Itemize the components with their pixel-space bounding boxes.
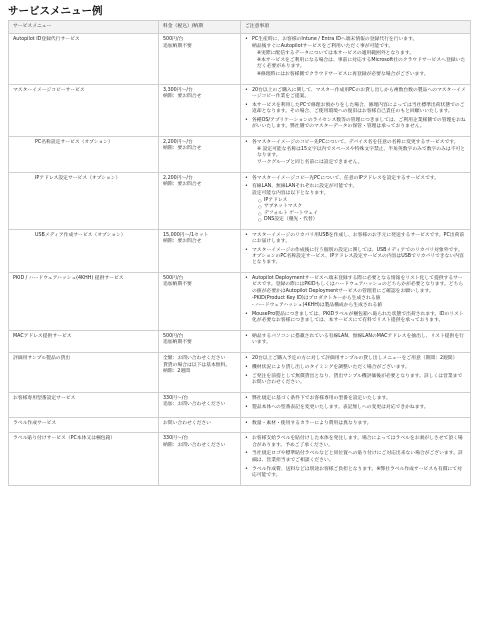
service-notes xyxy=(241,136,471,172)
service-price xyxy=(159,229,241,272)
note-item: • 機材状況により貸し出しのタイミングを調整いただく場合がございます。 xyxy=(245,365,466,371)
notes-list xyxy=(245,233,466,267)
price-line: 追加納期不要 xyxy=(163,340,192,346)
header-menu: サービスメニュー xyxy=(9,21,159,34)
note-item: • 有線LAN、無線LANそれぞれに設定が可能です。 設定可能な内容は以下となります。 ○ IPアドレス ○ サブネットマスク ○ デフォルト ゲートウェイ ○ DNS設定（優先・代替） xyxy=(245,184,466,223)
table-row xyxy=(9,229,471,272)
note-item: • 弊社規定に基づく条件下でお客様専用の型番を設定いたします。 xyxy=(245,396,466,402)
note-item: • 20台以上のご購入に関して、マスター作成用PCのお貸し出しから複数台数の製品へのマスターイメージコピー作業をご提案。 xyxy=(245,88,466,101)
notes-list xyxy=(245,356,466,386)
table-row xyxy=(9,331,471,353)
service-price xyxy=(159,172,241,229)
service-notes xyxy=(241,417,471,433)
page-title: サービスメニュー例 xyxy=(8,5,103,17)
sub-item: ○ サブネットマスク xyxy=(258,204,466,210)
note-item: • 20台以上ご購入予定の方に対して評価用サンプルの貸し出しメニューをご用意（期間：2週間） xyxy=(245,356,466,362)
table-row xyxy=(9,172,471,229)
service-price xyxy=(159,136,241,172)
note-item: • MousePro製品につきましては、PKIDラベルが梱包箱へ貼られた状態で出荷されます。IDのリスト化が必要なお客様につきましては、本サービスにて有料でリスト提供を承っております。 xyxy=(245,312,466,325)
price-line: 納期：お問い合わせください xyxy=(163,442,226,448)
service-price xyxy=(159,331,241,353)
service-price xyxy=(159,353,241,393)
table-row xyxy=(9,433,471,485)
price-line: 追加：お問い合わせください xyxy=(163,402,226,408)
price-line: 納期：2週間 xyxy=(163,368,191,374)
note-remark: ※実際に配信するデータについては本サービスの適用範囲外となります。 xyxy=(257,50,415,56)
service-name: マスターイメージコピーサービス xyxy=(9,84,159,136)
table-header-row xyxy=(9,21,471,34)
note-remark: ※修理時にはお客様側でクラウドサービスに再登録が必要な場合がございます。 xyxy=(257,71,429,77)
price-line: 2,200円〜/台 xyxy=(163,139,193,145)
service-name: ラベル貼り付けサービス（PC本体又は梱包箱） xyxy=(9,433,159,485)
service-notes xyxy=(241,331,471,353)
note-item: • マスターイメージの作成後に行う個別の設定に関しては、USBメディアでのリカバリ対象外です。オプションのPC名称設定サービス、IPアドレス設定サービスの内容はUSBでリカバリできない内容となります。 xyxy=(245,248,466,267)
price-line: お問い合わせください xyxy=(163,420,211,426)
price-line: 納期：要お問合せ xyxy=(163,181,202,187)
note-item: • マスターイメージのリカバリ用USBを作成し、お客様のお手元に発送するサービスです。PC出荷前にお届けします。 xyxy=(245,233,466,246)
service-notes xyxy=(241,353,471,393)
service-notes xyxy=(241,273,471,331)
notes-list xyxy=(245,140,466,166)
price-line: 追加納期不要 xyxy=(163,282,192,288)
service-name: 評価用サンプル製品の貸出 xyxy=(9,353,159,393)
service-name: Autopilot ID登録代行サービス xyxy=(9,34,159,84)
service-name: PKID / ハードウェアハッシュ(4KHH) 提供サービス xyxy=(9,273,159,331)
service-price xyxy=(159,273,241,331)
price-line: 2,200円〜/台 xyxy=(163,175,193,181)
sub-item: ○ IPアドレス xyxy=(258,198,466,204)
note-item: • 各種OS/アプリケーションのライセンス数等の管理につきましては、ご利用企業様側での管理をおねがいいたします。弊社側でのマスターデータの保管・管理は承っておりません。 xyxy=(245,118,466,131)
notes-list xyxy=(245,334,466,347)
notes-list xyxy=(245,88,466,131)
service-price xyxy=(159,417,241,433)
service-price xyxy=(159,433,241,485)
price-line: 500円/台 xyxy=(163,276,184,282)
table-row xyxy=(9,136,471,172)
service-notes xyxy=(241,392,471,417)
sub-item: ○ デフォルト ゲートウェイ xyxy=(258,211,466,217)
note-remark: ※ 設定可能な名称は15文字以内でスペースや特殊文字禁止、半角英数字のみで数字のみは不可となります。 ワークグループと同じ名前には設定できません。 xyxy=(257,147,466,165)
service-notes xyxy=(241,172,471,229)
note-item: • お客様支給ラベルを貼付けした本体を発注します。場合によってはラベルをお剥がしさせて頂く場合があります。予めご了承ください。 xyxy=(245,436,466,449)
header-notes: ご注意事項 xyxy=(241,21,471,34)
price-line: 貸貸の場合は以下は基本無料。 xyxy=(163,362,231,368)
service-notes xyxy=(241,34,471,84)
note-extra: -PKID(Product Key ID)はプロダクトキーから生成される値 xyxy=(252,296,381,301)
note-item: • Autopilot Deploymentサービスへ端末登録する際に必要となる情報をリスト化して提供するサービスです。登録の際にはPKIDもしくはハードウェアハッシュのどちらかが必要となります。どちらの値が必要かはAutopilot Deploymentサービスの管理者にご確認をお願いします。 -PKID(Product Key ID)はプロダクトキーから生成される値 - ハードウェアハッシュ(4KHH)は製品構成から生成される値 xyxy=(245,276,466,309)
price-line: 納期：要お問合せ xyxy=(163,238,202,244)
notes-list xyxy=(245,276,466,325)
price-line: 500円/台 xyxy=(163,37,184,43)
header-price: 料金（税込）/納期 xyxy=(159,21,241,34)
note-item: • 納品するパソコンに搭載されている有線LAN、無線LANのMACアドレスを抽出し、リスト提供を行います。 xyxy=(245,334,466,347)
note-item: • 各マスターイメージのコピー先PCについて、デバイス名を任意の名称に変更するサービスです。 ※ 設定可能な名称は15文字以内でスペースや特殊文字禁止、半角英数字のみで数字のみは不可となります。 ワークグループと同じ名前には設定できません。 xyxy=(245,140,466,166)
notes-list xyxy=(245,176,466,224)
notes-list xyxy=(245,396,466,411)
price-line: 330円〜/台 xyxy=(163,395,189,401)
price-line: 15,000円〜/1セット xyxy=(163,232,209,238)
price-line: 3,300円〜/台 xyxy=(163,87,193,93)
table-row xyxy=(9,84,471,136)
note-remark: ※本サービスをご利用になる場合は、事前に対応するMicrosoft社のクラウドサービスへ登録いただく必要があります。 xyxy=(257,58,466,70)
note-extra: - ハードウェアハッシュ(4KHH)は製品構成から生成される値 xyxy=(252,303,383,309)
note-item: • 数量・素材・使用するカラーにより費用は異なります。 xyxy=(245,421,466,427)
service-menu-table xyxy=(8,20,471,486)
note-item: • ラベル作成費、送料などは別途お客様ご負担となります。※弊社ラベル作成サービスも有償にて対応可能です。 xyxy=(245,467,466,480)
service-price xyxy=(159,84,241,136)
sub-list xyxy=(258,198,466,223)
note-item: • 各マスターイメージコピー先PCについて、任意のIPアドレスを設定するサービスです。 xyxy=(245,176,466,182)
price-line: 追加納期不要 xyxy=(163,43,192,49)
note-item: • 本サービスを利用したPCで修理お預かりをした場合、修理内容によっては当社標準出荷状態でのご返却となります。その場合、ご使用環境への復旧はお客様自己責任のもと回願いいたします。 xyxy=(245,103,466,116)
table-row xyxy=(9,34,471,84)
table-body xyxy=(9,34,471,485)
service-notes xyxy=(241,84,471,136)
service-price xyxy=(159,392,241,417)
note-item: • PC生産時に、お客様のIntune / Entra IDへ端末情報の登録代行を行います。 納品後すぐにAutopilotサービスをご利用いただく事が可能です。 ※実際に配信するデータについては本サービスの適用範囲外となります。 ※本サービスをご利用になる場合は、事前に対応するMicrosoft社のクラウドサービスへ登録いただく必要があります。 ※修理時にはお客様側でクラウドサービスに再登録が必要な場合がございます。 xyxy=(245,37,466,78)
service-name: ラベル作成サービス xyxy=(9,417,159,433)
table-row xyxy=(9,353,471,393)
table-row xyxy=(9,417,471,433)
notes-list xyxy=(245,37,466,78)
price-line: 500円/台 xyxy=(163,334,184,340)
service-name: IPアドレス設定サービス（オプション） xyxy=(9,172,159,229)
service-notes xyxy=(241,229,471,272)
note-item: • ご発注を前提として無償貸出となり、貸出サンプル機評価後が必要となります。詳しくは営業までお問い合わせください。 xyxy=(245,374,466,387)
service-name: USBメディア作成サービス（オプション） xyxy=(9,229,159,272)
notes-list xyxy=(245,436,466,479)
service-name: PC名称設定サービス（オプション） xyxy=(9,136,159,172)
note-item: • 当社規定ロゴや標準貼付ラベルなどと同位置への貼り付けにご対応出来ない場合がございます。詳細は、営業担当までご相談ください。 xyxy=(245,451,466,464)
price-line: 330円〜/台 xyxy=(163,436,189,442)
service-notes xyxy=(241,433,471,485)
service-name: MACアドレス提供サービス xyxy=(9,331,159,353)
service-name: お客様専用型番設定サービス xyxy=(9,392,159,417)
price-line: 納期：要お問合せ xyxy=(163,93,202,99)
note-item: • 製品本体への型番表記を変更いたします。表記無しへの変更は対応できかねます。 xyxy=(245,405,466,411)
notes-list xyxy=(245,421,466,427)
sub-item: ○ DNS設定（優先・代替） xyxy=(258,217,466,223)
price-line: 全額：お問い合わせください xyxy=(163,356,226,362)
table-row xyxy=(9,273,471,331)
table-row xyxy=(9,392,471,417)
service-price xyxy=(159,34,241,84)
price-line: 納期：要お問合せ xyxy=(163,146,202,152)
